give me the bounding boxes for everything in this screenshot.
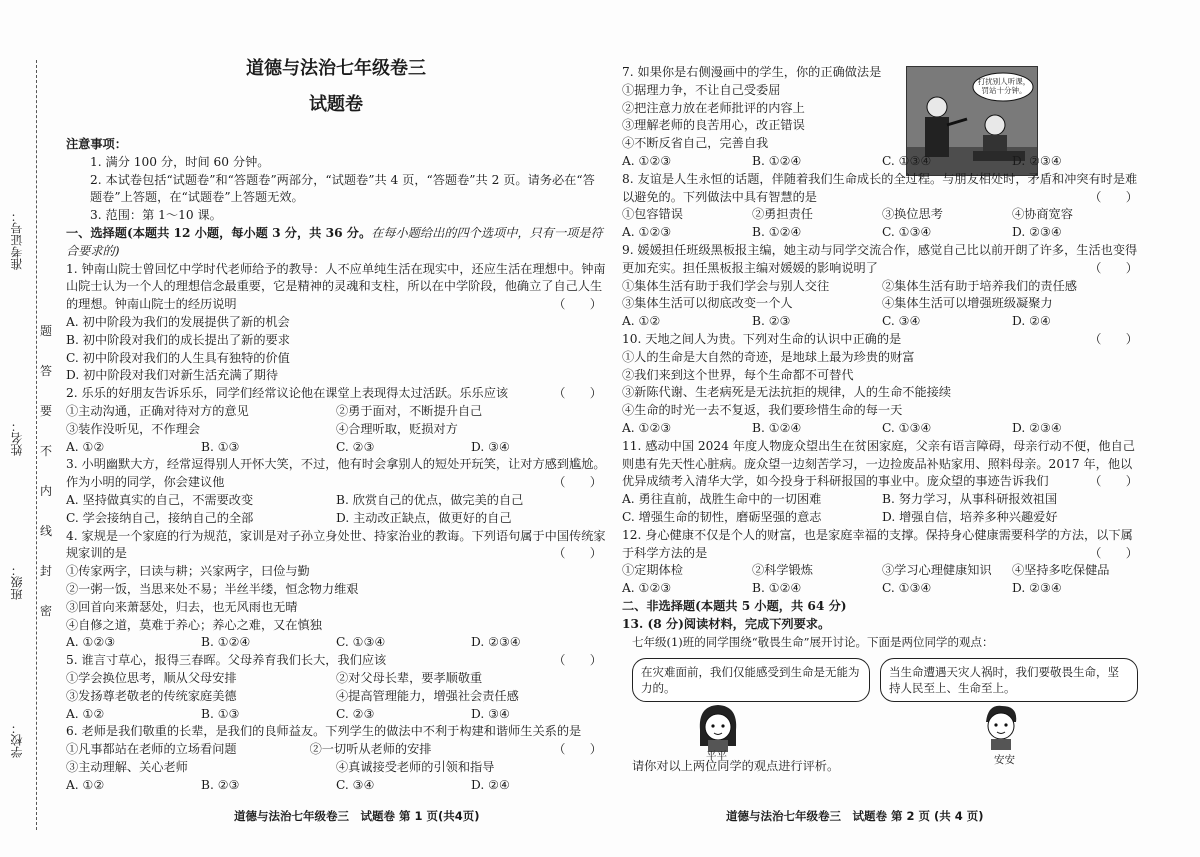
statement: ①定期体检: [622, 563, 683, 578]
statement: ④集体生活可以增强班级凝聚力: [882, 296, 1053, 311]
option: B. ①②④: [201, 635, 251, 650]
statement: ②把注意力放在老师批评的内容上: [622, 100, 805, 115]
statement: ④提高管理能力，增强社会责任感: [336, 688, 519, 703]
answer-paren: （ ）: [553, 546, 602, 561]
statement: ③集体生活可以彻底改变一个人: [622, 296, 793, 311]
option: C. ①③④: [882, 581, 932, 596]
warn-char: 密: [40, 604, 53, 618]
statement: ③理解老师的良苦用心，改正错误: [622, 118, 805, 133]
option: B. ②③: [201, 777, 240, 792]
section-one-heading: [66, 225, 606, 261]
option: B. ①②④: [752, 153, 802, 168]
statement: ②对父母长辈，要孝顺敬重: [336, 670, 483, 685]
statement: ①据理力争，不让自己受委屈: [622, 82, 781, 97]
section-one-hint: 在每小题给出的四个选项中，只有一项是符合要求的): [66, 225, 603, 258]
statement: ①学会换位思考，顺从父母安排: [66, 670, 237, 685]
statement: ②一粥一饭，当思来处不易；半丝半缕，恒念物力维艰: [66, 581, 359, 596]
answer-paren: （ ）: [553, 653, 602, 668]
boy-figure: [976, 700, 1026, 750]
warn-char: 内: [40, 484, 53, 498]
statement: ④协商宽容: [1012, 207, 1073, 222]
cartoon-speech: 打扰别人听课，罚站十分钟。: [977, 77, 1031, 95]
left-column: [66, 0, 606, 857]
warn-char: 答: [40, 364, 53, 378]
statement: ①集体生活有助于我们学会与别人交往: [622, 278, 830, 293]
exam-title: 道德与法治七年级卷三: [246, 58, 426, 79]
statement: ④坚持多吃保健品: [1012, 563, 1110, 578]
speech-bubble-anan: 当生命遭遇天灾人祸时，我们要敬畏生命，坚持人民至上、生命至上。: [880, 658, 1138, 702]
answer-paren: （ ）: [1089, 189, 1138, 204]
left-body: [66, 136, 606, 794]
option: D. 主动改正缺点，做更好的自己: [336, 510, 512, 525]
name-label: 姓名：: [10, 420, 24, 456]
statement: ②我们来到这个世界，每个生命都不可替代: [622, 367, 854, 382]
answer-paren: （ ）: [553, 386, 602, 401]
binding-margin: [0, 0, 62, 857]
notice-item: 3. 范围：第 1～10 课。: [90, 208, 222, 223]
page-footer-right: 道德与法治七年级卷三 试题卷 第 2 页 (共 4 页): [726, 809, 984, 823]
option: B. ①③: [201, 439, 240, 454]
question-5: [66, 652, 606, 723]
speech-bubble-pingping: 在灾难面前，我们仅能感受到生命是无能为力的。: [632, 658, 870, 702]
option: D. ②③④: [1012, 581, 1062, 596]
option: C. ①③④: [882, 225, 932, 240]
section-two-note: (本题共 5 小题，共 64 分): [695, 598, 847, 613]
option: C. ②③: [336, 439, 375, 454]
question-stem: 9. 媛媛担任班级黑板报主编，她主动与同学交流合作，感觉自己比以前开朗了许多，生活也变得更加充实。担任黑板报主编对媛媛的影响说明了: [622, 242, 1138, 275]
statement: ②勇担责任: [752, 207, 813, 222]
right-body: [622, 64, 1142, 651]
option: C. 学会接纳自己，接纳自己的全部: [66, 510, 254, 525]
page-footer-left: 道德与法治七年级卷三 试题卷 第 1 页(共4页): [234, 809, 480, 823]
statement: ③换位思考: [882, 207, 943, 222]
notice-item: 1. 满分 100 分，时间 60 分钟。: [90, 154, 270, 169]
statement: ②集体生活有助于培养我们的责任感: [882, 278, 1077, 293]
statement: ③主动理解、关心老师: [66, 759, 188, 774]
question-6: [66, 723, 606, 794]
option: D. ②③④: [1012, 420, 1062, 435]
option: D. ③④: [471, 439, 510, 454]
section-one-note: (本题共 12 小题，每小题 3 分，共 36 分。: [126, 225, 372, 240]
option: A. 坚持做真实的自己，不需要改变: [66, 492, 254, 507]
option: A. ①②③: [622, 225, 672, 240]
question-stem: 5. 谁言寸草心，报得三春晖。父母养育我们长大，我们应该: [66, 653, 387, 668]
option: B. ②③: [752, 314, 791, 329]
warn-char: 封: [40, 564, 53, 578]
statement: ③装作没听见，不作理会: [66, 421, 201, 436]
exam-subtitle: 试题卷: [309, 94, 363, 115]
answer-paren: （ ）: [553, 742, 602, 757]
school-label: 学校：: [10, 722, 24, 758]
question-stem: 10. 天地之间人为贵。下列对生命的认识中正确的是: [622, 331, 902, 346]
question-stem: 3. 小明幽默大方，经常逗得别人开怀大笑，不过，他有时会拿别人的短处开玩笑，让对方感到尴尬。作为小明的同学，你会建议他: [66, 457, 606, 490]
question-stem: 7. 如果你是右侧漫画中的学生，你的正确做法是: [622, 65, 882, 79]
option: C. ③④: [336, 777, 375, 792]
option: B. ①②④: [752, 581, 802, 596]
option: C. 增强生命的韧性，磨砺坚强的意志: [622, 509, 822, 524]
answer-paren: （ ）: [553, 475, 602, 490]
option: A. ①②③: [66, 635, 116, 650]
section-one-title: 一、选择题: [66, 225, 127, 240]
question-stem: 4. 家规是一个家庭的行为规范，家训是对子孙立身处世、持家治业的教诲。下列语句属于中国传统家规家训的是: [66, 528, 606, 561]
statement: ②一切听从老师的安排: [309, 742, 432, 757]
statement: ①人的生命是大自然的奇迹，是地球上最为珍贵的财富: [622, 349, 915, 364]
notice-title: 注意事项：: [66, 137, 127, 151]
class-label: 班级：: [10, 564, 24, 600]
statement: ③学习心理健康知识: [882, 563, 992, 578]
answer-paren: （ ）: [1089, 260, 1138, 275]
answer-paren: （ ）: [1089, 331, 1138, 346]
statement: ①传家两字，曰读与耕；兴家两字，曰俭与勤: [66, 564, 310, 579]
option: A. ①②: [66, 777, 105, 792]
section-two-heading: [622, 598, 1142, 616]
statement: ④生命的时光一去不复返，我们要珍惜生命的每一天: [622, 403, 903, 418]
option: B. 欣赏自己的优点，做完美的自己: [336, 492, 524, 507]
question-stem: 11. 感动中国 2024 年度人物庞众望出生在贫困家庭，父亲有语言障碍，母亲行动不便，他自己则患有先天性心脏病。庞众望一边刻苦学习，一边捡废品补贴家用、照料母亲。2017 年，他以优异成绩考入清华大学，如今投身于科研报国的事业中。庞众望的事迹告诉我们: [622, 438, 1135, 489]
option: C. ①③④: [882, 153, 932, 168]
option: A. ①②: [622, 314, 661, 329]
exam-number-label: 准考证号：: [10, 210, 24, 270]
option: C. ②③: [336, 706, 375, 721]
option: B. ①③: [201, 706, 240, 721]
name-label-anan: 安安: [994, 754, 1015, 766]
seal-line: [36, 60, 37, 830]
question-13-stem: 13. (8 分)阅读材料，完成下列要求。: [622, 616, 831, 631]
question-1: [66, 261, 606, 386]
question-stem: 12. 身心健康不仅是个人的财富，也是家庭幸福的支撑。保持身心健康需要科学的方法，以下属于科学方法的是: [622, 527, 1133, 560]
statement: ①主动沟通，正确对待对方的意见: [66, 403, 249, 418]
girl-figure: [692, 700, 744, 752]
option: B. 努力学习，从事科研报效祖国: [882, 492, 1058, 507]
option: D. ②④: [471, 777, 510, 792]
option: D. 增强自信，培养多种兴趣爱好: [882, 509, 1058, 524]
answer-paren: （ ）: [1089, 545, 1138, 560]
statement: ③新陈代谢、生老病死是无法抗拒的规律，人的生命不能接续: [622, 385, 952, 400]
statement: ①包容错误: [622, 207, 683, 222]
option: B. ①②④: [752, 420, 802, 435]
answer-paren: （ ）: [553, 297, 602, 312]
question-13-task: 请你对以上两位同学的观点进行评析。: [632, 759, 840, 773]
warn-char: 要: [40, 404, 53, 418]
option: A. ①②: [66, 706, 105, 721]
answer-paren: （ ）: [1089, 474, 1138, 489]
option: C. ①③④: [882, 420, 932, 435]
option: D. ②④: [1012, 314, 1051, 329]
option: A. ①②③: [622, 153, 672, 168]
statement: ④合理听取，贬损对方: [336, 421, 458, 436]
question-stem: 1. 钟南山院士曾回忆中学时代老师给予的教导：人不应单纯生活在现实中，还应生活在理想中。钟南山院士认为一个人的理想信念最重要，它是精神的灵魂和支柱，所以在中学阶段，他确立了自己人生的理想。钟南山院士的经历说明: [66, 261, 606, 312]
option: A. ①②: [66, 439, 105, 454]
statement: ④不断反省自己，完善自我: [622, 136, 769, 151]
question-stem: 2. 乐乐的好朋友告诉乐乐，同学们经常议论他在课堂上表现得太过活跃。乐乐应该: [66, 386, 509, 401]
question-10: [622, 331, 1142, 438]
question-11: [622, 438, 1142, 527]
option: D. 初中阶段对我们对新生活充满了期待: [66, 368, 279, 383]
section-two-title: 二、非选择题: [622, 598, 696, 613]
option: A. ①②③: [622, 420, 672, 435]
question-3: [66, 456, 606, 527]
option: A. 勇往直前，战胜生命中的一切困难: [622, 492, 822, 507]
statement: ④自修之道，莫难于养心；养心之难，又在慎独: [66, 617, 322, 632]
right-column: [622, 0, 1142, 857]
statement: ①凡事都站在老师的立场看问题: [66, 742, 237, 757]
statement: ③发扬尊老敬老的传统家庭美德: [66, 688, 237, 703]
question-7: [622, 64, 1142, 171]
question-4: [66, 528, 606, 653]
option: D. ②③④: [1012, 225, 1062, 240]
warn-char: 线: [40, 524, 53, 538]
option: D. ②③④: [471, 635, 521, 650]
warn-char: 题: [40, 324, 53, 338]
question-13-intro: 七年级(1)班的同学围绕“敬畏生命”展开讨论。下面是两位同学的观点：: [632, 634, 994, 649]
option: D. ②③④: [1012, 153, 1062, 168]
question-8: [622, 171, 1142, 242]
option: C. 初中阶段对我们的人生具有独特的价值: [66, 350, 290, 365]
name-label-pingping: 平平: [706, 750, 727, 762]
option: A. 初中阶段为我们的发展提供了新的机会: [66, 314, 290, 329]
option: B. ①②④: [752, 225, 802, 240]
question-9: [622, 242, 1142, 331]
option: B. 初中阶段对我们的成长提出了新的要求: [66, 332, 290, 347]
statement: ④真诚接受老师的引领和指导: [336, 759, 495, 774]
statement: ③回首向来萧瑟处，归去，也无风雨也无晴: [66, 599, 298, 614]
warn-char: 不: [40, 444, 53, 458]
question-12: [622, 527, 1142, 598]
question-stem: 6. 老师是我们敬重的长辈，是我们的良师益友。下列学生的做法中不利于构建和谐师生关系的是: [66, 724, 582, 739]
option: A. ①②③: [622, 581, 672, 596]
option: C. ③④: [882, 314, 921, 329]
notice-item: 2. 本试卷包括“试题卷”和“答题卷”两部分，“试题卷”共 4 页，“答题卷”共 2 页。请务必在“答题卷”上答题，在“试题卷”上答题无效。: [90, 172, 595, 205]
option: D. ③④: [471, 706, 510, 721]
statement: ②勇于面对，不断提升自己: [336, 403, 483, 418]
option: C. ①③④: [336, 635, 386, 650]
question-stem: 8. 友谊是人生永恒的话题，伴随着我们生命成长的全过程。与朋友相处时，矛盾和冲突有时是难以避免的。下列做法中具有智慧的是: [622, 171, 1138, 204]
statement: ②科学锻炼: [752, 563, 813, 578]
question-2: [66, 385, 606, 456]
